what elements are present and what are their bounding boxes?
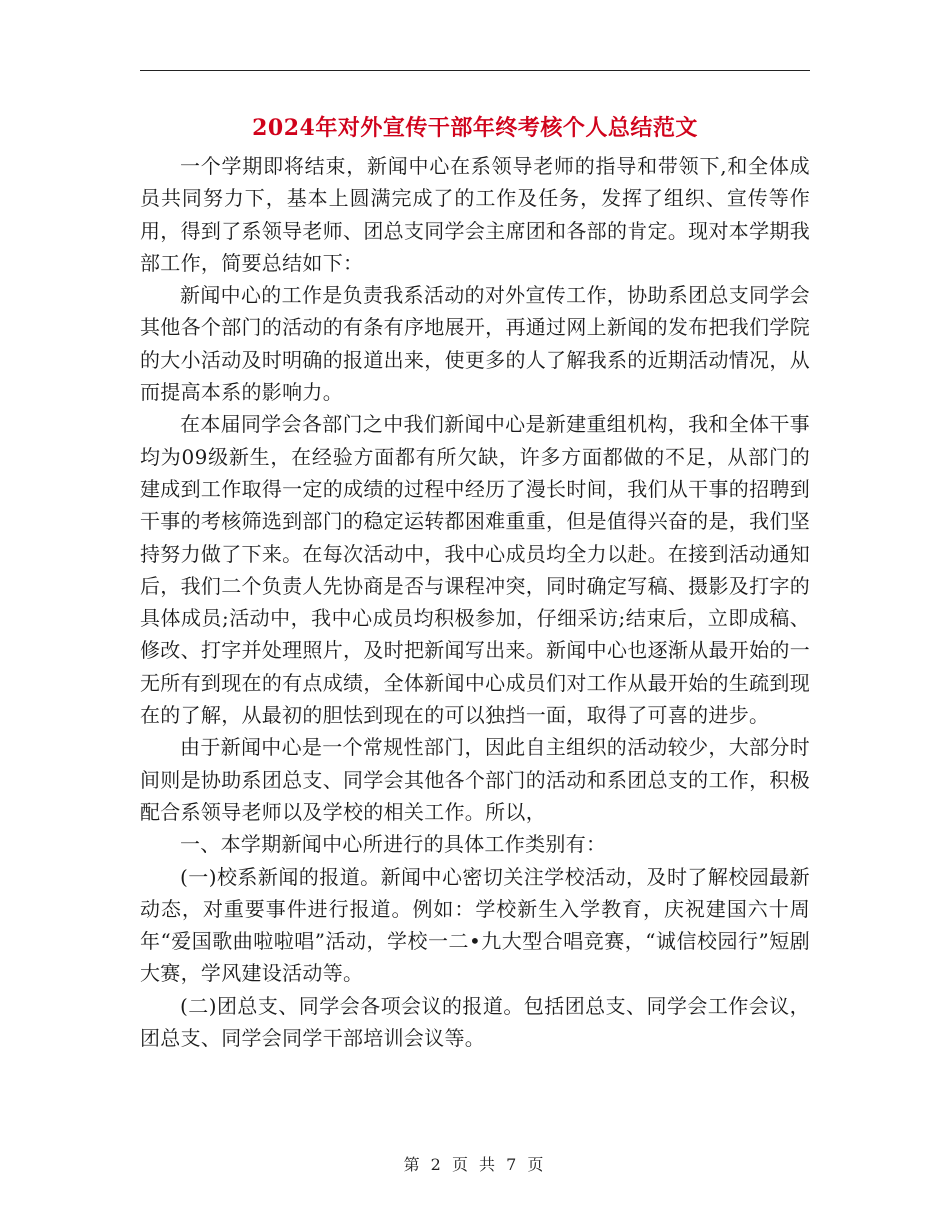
paragraph-meeting-reports: (二)团总支、同学会各项会议的报道。包括团总支、同学会工作会议，团总支、同学会同学干部培训会议等。 xyxy=(140,993,810,1051)
paragraph-intro: 一个学期即将结束，新闻中心在系领导老师的指导和带领下,和全体成员共同努力下，基本上圆满完成了的工作及任务，发挥了组织、宣传等作用，得到了系领导老师、团总支同学会主席团和各部的肯定。现对本学期我部工作，简要总结如下： xyxy=(140,154,810,275)
page-number: 第 2 页 共 7 页 xyxy=(403,1155,547,1174)
header-rule xyxy=(140,70,810,71)
section-heading-work-types: 一、本学期新闻中心所进行的具体工作类别有： xyxy=(180,832,607,857)
paragraph-progress: 在本届同学会各部门之中我们新闻中心是新建重组机构，我和全体干事均为09级新生，在经验方面都有所欠缺，许多方面都做的不足，从部门的建成到工作取得一定的成绩的过程中经历了漫长时间，我们从干事的招聘到干事的考核筛选到部门的稳定运转都困难重重，但是值得兴奋的是，我们坚持努力做了下来。在每次活动中，我中心成员均全力以赴。在接到活动通知后，我们二个负责人先协商是否与课程冲突，同时确定写稿、摄影及打字的具体成员;活动中，我中心成员均积极参加，仔细采访;结束后，立即成稿、修改、打字并处理照片，及时把新闻写出来。新闻中心也逐渐从最开始的一无所有到现在的有点成绩，全体新闻中心成员们对工作从最开始的生疏到现在的了解，从最初的胆怯到现在的可以独挡一面，取得了可喜的进步。 xyxy=(140,412,810,728)
paragraph-campus-news: (一)校系新闻的报道。新闻中心密切关注学校活动，及时了解校园最新动态，对重要事件进行报道。例如：学校新生入学教育，庆祝建国六十周年“爱国歌曲啦啦唱”活动，学校一二•九大型合唱竞赛，“诚信校园行”短剧大赛，学风建设活动等。 xyxy=(140,864,810,986)
document-title: 2024年对外宣传干部年终考核个人总结范文 xyxy=(252,115,698,141)
paragraph-department-nature: 由于新闻中心是一个常规性部门，因此自主组织的活动较少，大部分时间则是协助系团总支、同学会其他各个部门的活动和系团总支的工作，积极配合系领导老师以及学校的相关工作。所以， xyxy=(140,735,810,824)
paragraph-role: 新闻中心的工作是负责我系活动的对外宣传工作，协助系团总支同学会其他各个部门的活动的有条有序地展开，再通过网上新闻的发布把我们学院的大小活动及时明确的报道出来，使更多的人了解我系的近期活动情况，从而提高本系的影响力。 xyxy=(140,283,810,405)
document-body xyxy=(140,150,810,1054)
